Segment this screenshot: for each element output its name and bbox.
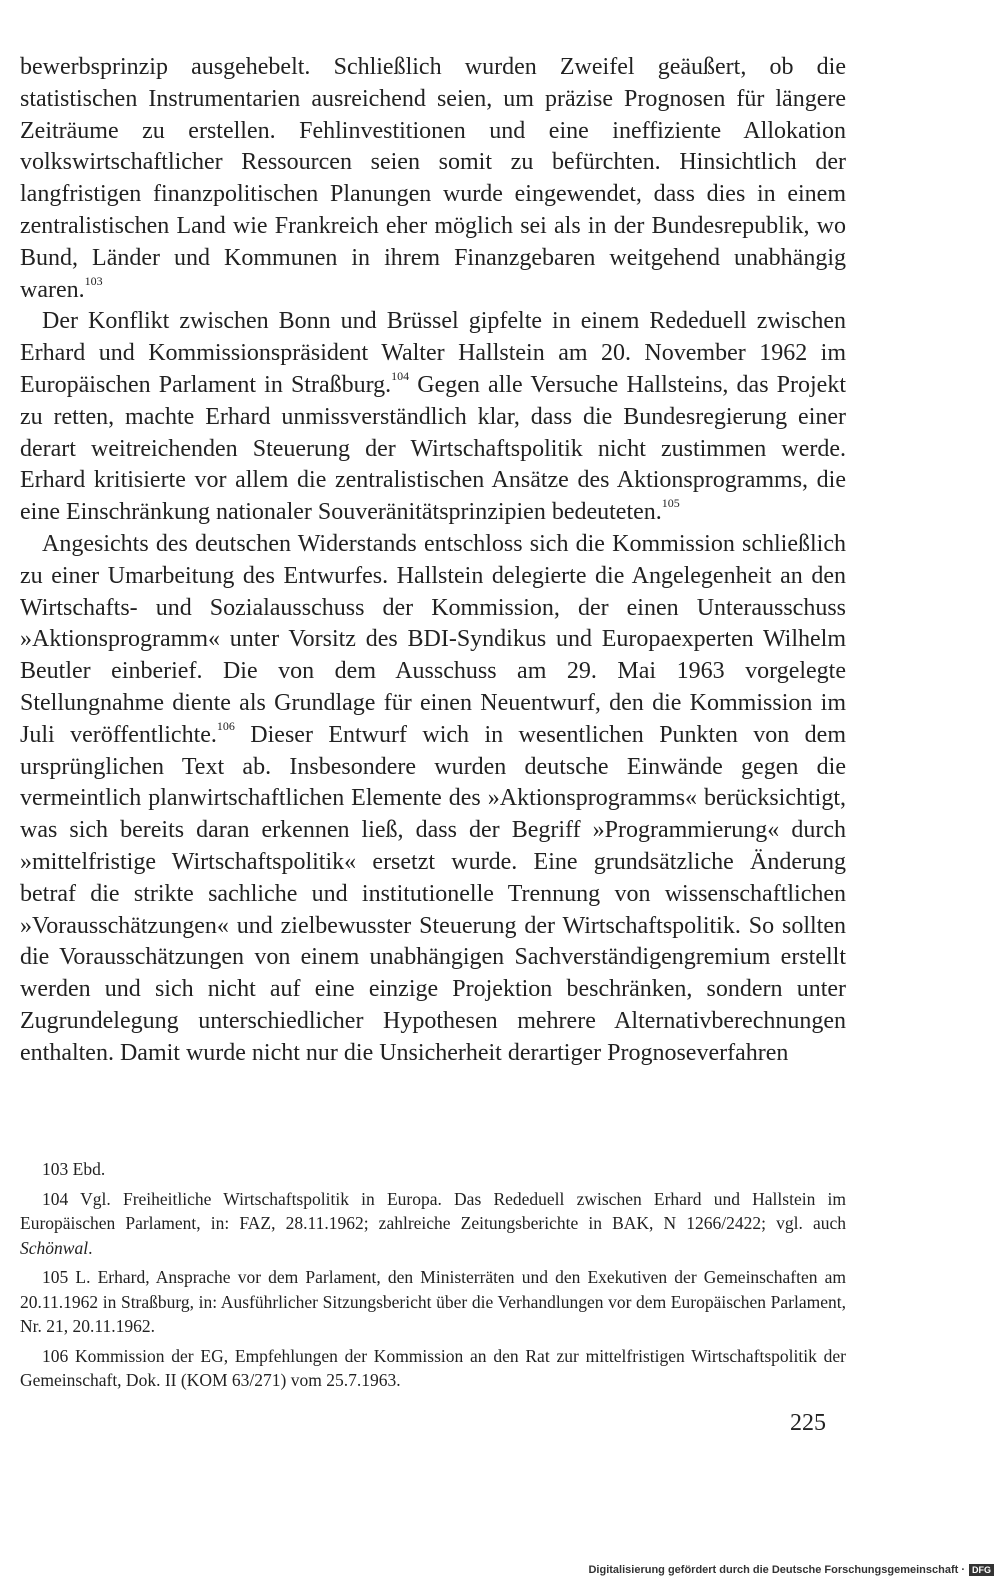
footnote-number: 106 (42, 1345, 69, 1366)
italic-text: Schönwal (20, 1237, 89, 1258)
text-run: Der Konflikt zwischen Bonn und Brüssel gipfelte in einem Rededuell zwischen Erhard und Kommissionspräsident Walter Hallstein am 20. November 1962 im Europäischen Parlament in Straßburg. (20, 308, 846, 398)
footnote (20, 1265, 846, 1339)
footnote-number: 104 (42, 1188, 69, 1209)
body-paragraph (20, 529, 846, 1070)
footnotes (20, 1157, 846, 1398)
text-run: Vgl. Freiheitliche Wirtschaftspolitik in Europa. Das Rededuell zwischen Erhard und Hallstein im Europäischen Parlament, in: FAZ, 28.11.1962; zahlreiche Zeitungsberichte in BAK, N 1266/2422; vgl. auch (20, 1188, 847, 1233)
footnote-number: 103 (42, 1159, 69, 1179)
footnote (20, 1344, 846, 1393)
body-paragraph (20, 306, 846, 529)
footer-text: Digitalisierung gefördert durch die Deutsche Forschungsgemeinschaft · (588, 1564, 965, 1576)
text-run: Gegen alle Versuche Hallsteins, das Projekt zu retten, machte Erhard unmissverständlich klar, dass die Bundesregierung einer derart weitreichenden Steuerung der Wirtschaftspolitik nicht zustimmen werde. Erhard kritisierte vor allem die zentralistischen Ansätze des Aktionsprogramms, die eine Einschränkung nationaler Souveränitätsprinzipien bedeuteten. (20, 371, 846, 526)
digitization-footer (588, 1564, 994, 1576)
text-run: . (88, 1237, 93, 1258)
footnote (20, 1187, 846, 1261)
footnote-number: 105 (42, 1267, 69, 1287)
body-paragraph (20, 52, 846, 306)
text-run: Kommission der EG, Empfehlungen der Kommission an den Rat zur mittelfristigen Wirtschaftspolitik der Gemeinschaft, Dok. II (KOM 63/271) vom 25.7.1963. (20, 1345, 846, 1390)
dfg-logo: DFG (969, 1564, 994, 1576)
footnote-marker: 103 (84, 273, 103, 288)
main-text (20, 52, 846, 1070)
text-run: Angesichts des deutschen Widerstands entschloss sich die Kommission schließlich zu einer Umarbeitung des Entwurfes. Hallstein delegierte die Angelegenheit an den Wirtschafts- und Sozialausschuss der Kommission, der einen Unterausschuss »Aktionsprogramm« unter Vorsitz des BDI-Syndikus und Europaexperten Wilhelm Beutler einberief. Die von dem Ausschuss am 29. Mai 1963 vorgelegte Stellungnahme diente als Grundlage für einen Neuentwurf, den die Kommission im Juli veröffentlichte. (20, 530, 846, 748)
text-run: Ebd. (72, 1159, 106, 1179)
footnote-marker: 106 (216, 718, 235, 733)
text-run: bewerbsprinzip ausgehebelt. Schließlich wurden Zweifel geäußert, ob die statistischen Instrumentarien ausreichend seien, um präzise Prognosen für längere Zeiträume zu erstellen. Fehlinvestitionen und eine ineffiziente Allokation volkswirtschaftlicher Ressourcen seien somit zu befürchten. Hinsichtlich der langfristigen finanzpolitischen Planungen wurde eingewendet, dass dies in einem zentralistischen Land wie Frankreich eher möglich sei als in der Bundesrepublik, wo Bund, Länder und Kommunen in ihrem Finanzgebaren weitgehend unabhängig waren. (20, 54, 846, 303)
text-run: L. Erhard, Ansprache vor dem Parlament, den Ministerräten und den Exekutiven der Gemeinschaften am 20.11.1962 in Straßburg, in: Ausführlicher Sitzungsbericht über die Verhandlungen vor dem Europäischen Parlament, Nr. 21, 20.11.1962. (20, 1267, 846, 1336)
footnote (20, 1157, 846, 1182)
text-run: Dieser Entwurf wich in wesentlichen Punkten von dem ursprünglichen Text ab. Insbesondere wurden deutsche Einwände gegen die vermeintlich planwirtschaftlichen Elemente des »Aktionsprogramms« berücksichtigt, was sich bereits daran erkennen ließ, dass der Begriff »Programmierung« durch »mittelfristige Wirtschaftspolitik« ersetzt wurde. Eine grundsätzliche Änderung betraf die strikte sachliche und institutionelle Trennung von wissenschaftlichen »Vorausschätzungen« und zielbewusster Steuerung der Wirtschaftspolitik. So sollten die Vorausschätzungen von einem unabhängigen Sachverständigengremium erstellt werden und sich nicht auf eine einzige Projektion beschränken, sondern unter Zugrundelegung unterschiedlicher Hypothesen mehrere Alternativberechnungen enthalten. Damit wurde nicht nur die Unsicherheit derartiger Prognoseverfahren (20, 721, 847, 1066)
footnote-marker: 105 (661, 496, 680, 511)
footnote-marker: 104 (391, 368, 410, 383)
page-number: 225 (790, 1410, 826, 1436)
